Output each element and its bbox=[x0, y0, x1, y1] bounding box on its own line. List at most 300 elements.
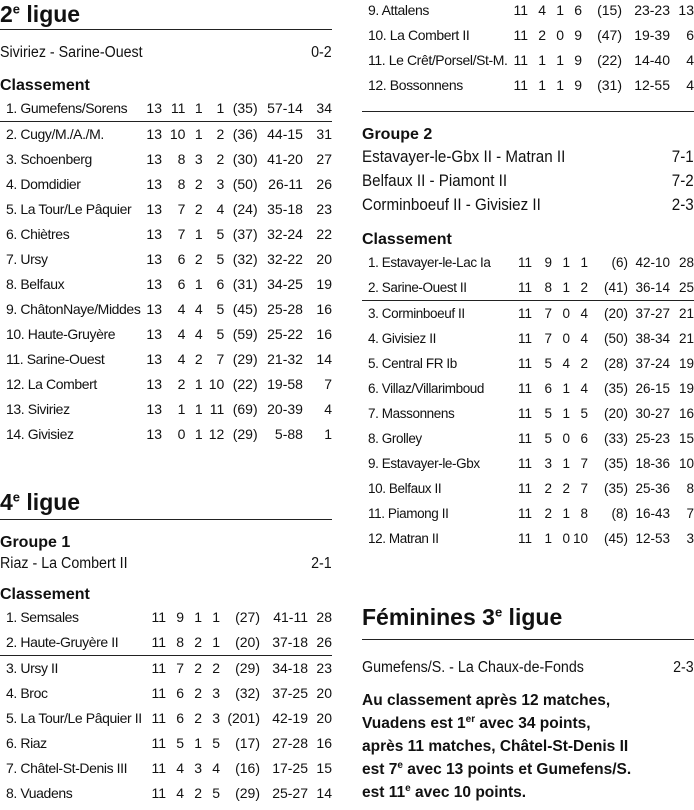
team-name: 10. La Combert II bbox=[368, 27, 470, 43]
table-row bbox=[0, 147, 332, 172]
stat-cell: (50) bbox=[232, 176, 258, 192]
stat-cell: 5 bbox=[216, 251, 225, 267]
stat-cell: (29) bbox=[232, 426, 258, 442]
stat-cell: 34 bbox=[303, 96, 332, 122]
stat-cell: 4 bbox=[212, 760, 220, 776]
stat-cell: 11 bbox=[146, 630, 166, 656]
stat-cell: 1 bbox=[194, 609, 202, 625]
team-name: 13. Siviriez bbox=[6, 401, 70, 417]
stat-cell: 13 bbox=[146, 126, 162, 142]
stat-cell: 11 bbox=[517, 356, 532, 371]
stat-cell: 37-18 bbox=[260, 630, 308, 656]
stat-cell: 5 bbox=[216, 226, 225, 242]
stat-cell: 11 bbox=[151, 710, 166, 726]
groupe1-classement-label: Classement bbox=[0, 586, 90, 603]
stat-cell: 13 bbox=[146, 151, 162, 167]
ligue2-standings-table bbox=[0, 96, 332, 447]
stat-cell: 19-58 bbox=[267, 376, 303, 392]
stat-cell: 21 bbox=[678, 306, 694, 321]
stat-cell: (20) bbox=[603, 406, 628, 421]
team-name: 1. Estavayer-le-Lac Ia bbox=[368, 255, 491, 270]
match-teams: Siviriez - Sarine-Ouest bbox=[0, 44, 143, 61]
stat-cell: 4 bbox=[686, 77, 694, 93]
stat-cell: 3 bbox=[212, 710, 220, 726]
stat-cell: 19 bbox=[678, 381, 694, 396]
stat-cell: (22) bbox=[232, 376, 258, 392]
stat-cell: 25-28 bbox=[267, 301, 303, 317]
stat-cell: 2 bbox=[580, 356, 588, 371]
stat-cell: 1 bbox=[538, 52, 546, 68]
stat-cell: 4 bbox=[686, 52, 694, 68]
stat-cell: 11 bbox=[513, 77, 528, 93]
stat-cell: 1 bbox=[212, 609, 220, 625]
stat-cell: 30-27 bbox=[635, 406, 670, 421]
table-row bbox=[0, 422, 332, 447]
stat-cell: 0 bbox=[562, 531, 570, 546]
stat-cell: 5 bbox=[216, 301, 225, 317]
stat-cell: 2 bbox=[544, 506, 552, 521]
stat-cell: 1 bbox=[194, 126, 203, 142]
team-name: 7. Ursy bbox=[6, 251, 48, 267]
stat-cell: (69) bbox=[232, 401, 258, 417]
table-row bbox=[362, 426, 694, 451]
groupe2-match bbox=[362, 193, 694, 217]
stat-cell: (8) bbox=[611, 506, 628, 521]
stat-cell: 8 bbox=[177, 151, 186, 167]
stat-cell: 1 bbox=[552, 275, 570, 301]
stat-cell: 1 bbox=[556, 52, 564, 68]
table-row bbox=[362, 0, 694, 23]
table-row bbox=[0, 297, 332, 322]
table-row bbox=[0, 222, 332, 247]
stat-cell: (47) bbox=[597, 27, 622, 43]
team-name: 11. Le Crêt/Porsel/St-M. bbox=[368, 52, 508, 68]
stat-cell: 13 bbox=[146, 376, 162, 392]
stat-cell: 2 bbox=[184, 630, 202, 656]
stat-cell: 11 bbox=[517, 481, 532, 496]
stat-cell: 4 bbox=[580, 381, 588, 396]
stat-cell: (32) bbox=[232, 251, 258, 267]
table-row bbox=[362, 250, 694, 275]
stat-cell: 26-11 bbox=[268, 176, 303, 192]
stat-cell: 32-24 bbox=[267, 226, 303, 242]
stat-cell: 1 bbox=[538, 77, 546, 93]
stat-cell: 2 bbox=[177, 376, 186, 392]
stat-cell: 2 bbox=[194, 351, 203, 367]
stat-cell: 31 bbox=[316, 126, 332, 142]
divider bbox=[362, 97, 694, 112]
stat-cell: 57-14 bbox=[258, 96, 303, 122]
stat-cell: 3 bbox=[544, 456, 552, 471]
table-row bbox=[362, 351, 694, 376]
groupe1-label: Groupe 1 bbox=[0, 534, 71, 551]
match-teams: Gumefens/S. - La Chaux-de-Fonds bbox=[362, 659, 584, 676]
stat-cell: 19 bbox=[678, 356, 694, 371]
stat-cell: 11 bbox=[151, 660, 166, 676]
table-row bbox=[0, 322, 332, 347]
team-name: 1. Semsales bbox=[6, 609, 79, 625]
stat-cell: 2 bbox=[194, 660, 202, 676]
table-row bbox=[0, 247, 332, 272]
stat-cell: 13 bbox=[146, 426, 162, 442]
stat-cell: 3 bbox=[686, 531, 694, 546]
table-row bbox=[0, 172, 332, 197]
stat-cell: 11 bbox=[513, 2, 528, 18]
stat-cell: 0 bbox=[177, 426, 186, 442]
stat-cell: (29) bbox=[235, 660, 260, 676]
stat-cell: (35) bbox=[603, 456, 628, 471]
stat-cell: (31) bbox=[597, 77, 622, 93]
stat-cell: 2 bbox=[544, 481, 552, 496]
stat-cell: 11 bbox=[513, 52, 528, 68]
stat-cell: 10 bbox=[169, 126, 186, 142]
table-row bbox=[0, 272, 332, 297]
stat-cell: (17) bbox=[235, 735, 260, 751]
ligue2-match bbox=[0, 42, 332, 64]
team-name: 2. Haute-Gruyère II bbox=[0, 630, 146, 656]
stat-cell: (31) bbox=[232, 276, 258, 292]
stat-cell: 41-11 bbox=[273, 609, 308, 625]
stat-cell: 9 bbox=[574, 77, 582, 93]
table-row bbox=[0, 630, 332, 656]
table-row bbox=[362, 73, 694, 98]
stat-cell: (6) bbox=[611, 255, 628, 270]
stat-cell: 4 bbox=[538, 2, 546, 18]
stat-cell: 2 bbox=[562, 481, 570, 496]
stat-cell: 13 bbox=[146, 326, 162, 342]
stat-cell: 6 bbox=[177, 251, 186, 267]
stat-cell: 38-34 bbox=[635, 331, 670, 346]
stat-cell: (50) bbox=[603, 331, 628, 346]
stat-cell: (15) bbox=[597, 2, 622, 18]
table-row bbox=[362, 401, 694, 426]
right-column bbox=[362, 0, 694, 801]
match-teams: Estavayer-le-Gbx II - Matran II bbox=[362, 148, 566, 166]
stat-cell: 3 bbox=[212, 685, 220, 701]
table-row bbox=[362, 526, 694, 551]
note-line: Vuadens est 1er avec 34 points, bbox=[362, 713, 591, 732]
stat-cell: 21 bbox=[678, 331, 694, 346]
stat-cell: 11 bbox=[151, 685, 166, 701]
stat-cell: 34-25 bbox=[267, 276, 303, 292]
stat-cell: 11 bbox=[151, 760, 166, 776]
stat-cell: 7 bbox=[544, 331, 552, 346]
stat-cell: 34-18 bbox=[272, 660, 308, 676]
stat-cell: 2 bbox=[216, 126, 225, 142]
stat-cell: 1 bbox=[562, 456, 570, 471]
team-name: 6. Chiètres bbox=[6, 226, 70, 242]
match-score: 7-1 bbox=[671, 148, 694, 166]
team-name: 12. Matran II bbox=[368, 531, 439, 546]
stat-cell: 5 bbox=[216, 326, 225, 342]
stat-cell: 1 bbox=[194, 226, 203, 242]
note-line: est 7e avec 13 points et Gumefens/S. bbox=[362, 759, 632, 778]
stat-cell: 4 bbox=[580, 331, 588, 346]
groupe2-label: Groupe 2 bbox=[362, 126, 433, 143]
groupe1-standings-table-continued bbox=[362, 0, 694, 98]
stat-cell: 4 bbox=[562, 356, 570, 371]
stat-cell: 5 bbox=[544, 431, 552, 446]
stat-cell: 20 bbox=[316, 710, 332, 726]
stat-cell: 4 bbox=[177, 301, 186, 317]
team-name: 7. Châtel-St-Denis III bbox=[6, 760, 128, 776]
stat-cell: 11 bbox=[517, 531, 532, 546]
stat-cell: 20-39 bbox=[267, 401, 303, 417]
stat-cell: 9 bbox=[176, 609, 184, 625]
stat-cell: 9 bbox=[574, 27, 582, 43]
team-name: 11. Sarine-Ouest bbox=[6, 351, 105, 367]
stat-cell: 11 bbox=[151, 609, 166, 625]
stat-cell: 27-28 bbox=[272, 735, 308, 751]
stat-cell: 6 bbox=[686, 27, 694, 43]
team-name: 5. La Tour/Le Pâquier II bbox=[6, 710, 142, 726]
stat-cell: 4 bbox=[176, 785, 184, 801]
groupe2-classement-label: Classement bbox=[362, 231, 452, 248]
stat-cell: 35-18 bbox=[267, 201, 303, 217]
stat-cell: 5 bbox=[212, 735, 220, 751]
stat-cell: 5 bbox=[544, 406, 552, 421]
team-name: 11. Piamong II bbox=[368, 506, 449, 521]
team-name: 12. La Combert bbox=[6, 376, 97, 392]
stat-cell: 8 bbox=[166, 630, 184, 656]
stat-cell: 4 bbox=[324, 401, 332, 417]
stat-cell: 4 bbox=[177, 351, 186, 367]
stat-cell: (30) bbox=[232, 151, 258, 167]
match-teams: Belfaux II - Piamont II bbox=[362, 172, 508, 190]
stat-cell: 14 bbox=[316, 785, 332, 801]
team-name: 2. Cugy/M./A./M. bbox=[6, 126, 104, 142]
table-row bbox=[0, 197, 332, 222]
table-row bbox=[362, 376, 694, 401]
match-score: 2-3 bbox=[671, 196, 694, 214]
note-line: Au classement après 12 matches, bbox=[362, 692, 611, 709]
stat-cell: 15 bbox=[316, 760, 332, 776]
stat-cell: (36) bbox=[232, 126, 258, 142]
groupe2-standings-table bbox=[362, 250, 694, 551]
groupe1-match bbox=[0, 553, 332, 575]
stat-cell: 23 bbox=[316, 201, 332, 217]
stat-cell: 28 bbox=[678, 255, 694, 270]
feminines-note bbox=[362, 689, 694, 804]
stat-cell: (20) bbox=[220, 630, 260, 656]
stat-cell: 37-25 bbox=[272, 685, 308, 701]
groupe2-match bbox=[362, 169, 694, 193]
stat-cell: 20 bbox=[316, 685, 332, 701]
stat-cell: 27 bbox=[316, 151, 332, 167]
table-row bbox=[0, 681, 332, 706]
stat-cell: 15 bbox=[678, 431, 694, 446]
stat-cell: 2 bbox=[538, 27, 546, 43]
match-score: 2-3 bbox=[673, 659, 694, 676]
team-name: 6. Villaz/Villarimboud bbox=[368, 381, 485, 396]
stat-cell: 17-25 bbox=[272, 760, 308, 776]
stat-cell: 5 bbox=[544, 356, 552, 371]
stat-cell: 14-40 bbox=[634, 52, 670, 68]
team-name: 3. Schoenberg bbox=[6, 151, 92, 167]
stat-cell: 37-27 bbox=[635, 306, 670, 321]
stat-cell: (45) bbox=[232, 301, 258, 317]
ligue2-header bbox=[0, 0, 332, 30]
stat-cell: 5 bbox=[212, 785, 220, 801]
table-row bbox=[0, 605, 332, 630]
team-name: 4. Broc bbox=[6, 685, 48, 701]
stat-cell: 19 bbox=[316, 276, 332, 292]
stat-cell: 1 bbox=[544, 531, 552, 546]
stat-cell: 7 bbox=[324, 376, 332, 392]
stat-cell: 13 bbox=[146, 176, 162, 192]
stat-cell: 22 bbox=[316, 226, 332, 242]
stat-cell: 13 bbox=[146, 401, 162, 417]
table-row bbox=[0, 96, 332, 122]
stat-cell: 0 bbox=[562, 331, 570, 346]
stat-cell: 6 bbox=[176, 710, 184, 726]
stat-cell: 26-15 bbox=[635, 381, 670, 396]
stat-cell: 3 bbox=[194, 760, 202, 776]
ligue2-title: 2e ligue bbox=[0, 1, 81, 27]
stat-cell: (35) bbox=[603, 381, 628, 396]
table-row bbox=[0, 781, 332, 806]
stat-cell: 11 bbox=[517, 306, 532, 321]
stat-cell: 2 bbox=[212, 660, 220, 676]
team-name: 8. Belfaux bbox=[6, 276, 65, 292]
stat-cell: 8 bbox=[686, 481, 694, 496]
stat-cell: 25-23 bbox=[635, 431, 670, 446]
team-name: 14. Givisiez bbox=[6, 426, 74, 442]
stat-cell: 1 bbox=[202, 630, 220, 656]
stat-cell: 2 bbox=[216, 151, 225, 167]
stat-cell: 23 bbox=[316, 660, 332, 676]
feminines-match bbox=[362, 657, 694, 679]
ligue4-header bbox=[0, 488, 332, 520]
stat-cell: 1 bbox=[562, 255, 570, 270]
stat-cell: (29) bbox=[235, 785, 260, 801]
stat-cell: 1 bbox=[194, 276, 203, 292]
stat-cell: 13 bbox=[146, 301, 162, 317]
stat-cell: 13 bbox=[146, 276, 162, 292]
stat-cell: (29) bbox=[232, 351, 258, 367]
table-row bbox=[0, 122, 332, 148]
match-score: 2-1 bbox=[311, 555, 332, 572]
table-row bbox=[0, 656, 332, 682]
stat-cell: (20) bbox=[603, 306, 628, 321]
left-column bbox=[0, 0, 332, 801]
stat-cell: 6 bbox=[177, 276, 186, 292]
feminines-title: Féminines 3e ligue bbox=[362, 604, 563, 630]
stat-cell: 13 bbox=[146, 351, 162, 367]
stat-cell: 11 bbox=[513, 27, 528, 43]
stat-cell: (16) bbox=[235, 760, 260, 776]
groupe1-standings-table bbox=[0, 605, 332, 806]
table-row bbox=[362, 301, 694, 327]
stat-cell: (201) bbox=[227, 710, 260, 726]
stat-cell: 42-10 bbox=[635, 255, 670, 270]
team-name: 9. ChâtonNaye/Middes bbox=[6, 301, 141, 317]
table-row bbox=[0, 347, 332, 372]
stat-cell: 1 bbox=[580, 255, 588, 270]
stat-cell: 12-55 bbox=[634, 77, 670, 93]
stat-cell: 11 bbox=[517, 456, 532, 471]
stat-cell: 2 bbox=[570, 275, 588, 301]
feminines-header bbox=[362, 603, 694, 640]
stat-cell: 42-19 bbox=[272, 710, 308, 726]
team-name: 10. Belfaux II bbox=[368, 481, 442, 496]
match-score: 0-2 bbox=[311, 44, 332, 61]
stat-cell: 25-27 bbox=[272, 785, 308, 801]
stat-cell: (28) bbox=[603, 356, 628, 371]
table-row bbox=[362, 451, 694, 476]
stat-cell: 4 bbox=[216, 201, 225, 217]
stat-cell: 13 bbox=[140, 96, 162, 122]
stat-cell: (45) bbox=[603, 531, 628, 546]
stat-cell: 5-88 bbox=[274, 426, 303, 442]
match-teams: Riaz - La Combert II bbox=[0, 555, 128, 572]
stat-cell: 1 bbox=[177, 401, 186, 417]
team-name: 6. Riaz bbox=[6, 735, 47, 751]
stat-cell: (27) bbox=[235, 609, 260, 625]
team-name: 3. Corminboeuf II bbox=[368, 306, 465, 321]
stat-cell: 25-22 bbox=[267, 326, 303, 342]
team-name: 12. Bossonnens bbox=[368, 77, 463, 93]
stat-cell: (33) bbox=[603, 431, 628, 446]
stat-cell: 4 bbox=[176, 760, 184, 776]
team-name: 5. La Tour/Le Pâquier bbox=[6, 201, 132, 217]
note-line: après 11 matches, Châtel-St-Denis II bbox=[362, 738, 629, 755]
team-name: 9. Attalens bbox=[368, 2, 429, 18]
table-row bbox=[0, 372, 332, 397]
stat-cell: 11 bbox=[517, 431, 532, 446]
match-teams: Corminboeuf II - Givisiez II bbox=[362, 196, 541, 214]
stat-cell: 12 bbox=[208, 426, 225, 442]
stat-cell: 6 bbox=[580, 431, 588, 446]
stat-cell: 19-39 bbox=[634, 27, 670, 43]
stat-cell: 11 bbox=[517, 506, 532, 521]
ligue4-title: 4e ligue bbox=[0, 489, 81, 515]
stat-cell: 9 bbox=[574, 52, 582, 68]
table-row bbox=[362, 275, 694, 301]
stat-cell: 7 bbox=[544, 306, 552, 321]
note-line: est 11e avec 10 points. bbox=[362, 782, 527, 801]
stat-cell: 1 bbox=[562, 506, 570, 521]
stat-cell: 7 bbox=[176, 660, 184, 676]
stat-cell: 41-20 bbox=[267, 151, 303, 167]
stat-cell: (35) bbox=[603, 481, 628, 496]
stat-cell: 2 bbox=[194, 201, 203, 217]
stat-cell: 37-24 bbox=[635, 356, 670, 371]
team-name: 8. Grolley bbox=[368, 431, 422, 446]
team-name: 2. Sarine-Ouest II bbox=[362, 275, 510, 301]
stat-cell: 6 bbox=[544, 381, 552, 396]
ligue2-classement-label: Classement bbox=[0, 77, 90, 94]
stat-cell: 11 bbox=[517, 331, 532, 346]
match-score: 7-2 bbox=[671, 172, 694, 190]
table-row bbox=[0, 397, 332, 422]
stat-cell: 7 bbox=[580, 456, 588, 471]
stat-cell: 7 bbox=[580, 481, 588, 496]
stat-cell: 0 bbox=[562, 431, 570, 446]
stat-cell: 8 bbox=[177, 176, 186, 192]
stat-cell: 36-14 bbox=[628, 275, 670, 301]
stat-cell: 25 bbox=[670, 275, 694, 301]
stat-cell: 32-22 bbox=[267, 251, 303, 267]
stat-cell: 2 bbox=[194, 176, 203, 192]
stat-cell: 14 bbox=[316, 351, 332, 367]
table-row bbox=[362, 23, 694, 48]
stat-cell: 1 bbox=[562, 381, 570, 396]
stat-cell: 11 bbox=[151, 735, 166, 751]
table-row bbox=[362, 326, 694, 351]
stat-cell: 1 bbox=[562, 406, 570, 421]
stat-cell: 5 bbox=[580, 406, 588, 421]
